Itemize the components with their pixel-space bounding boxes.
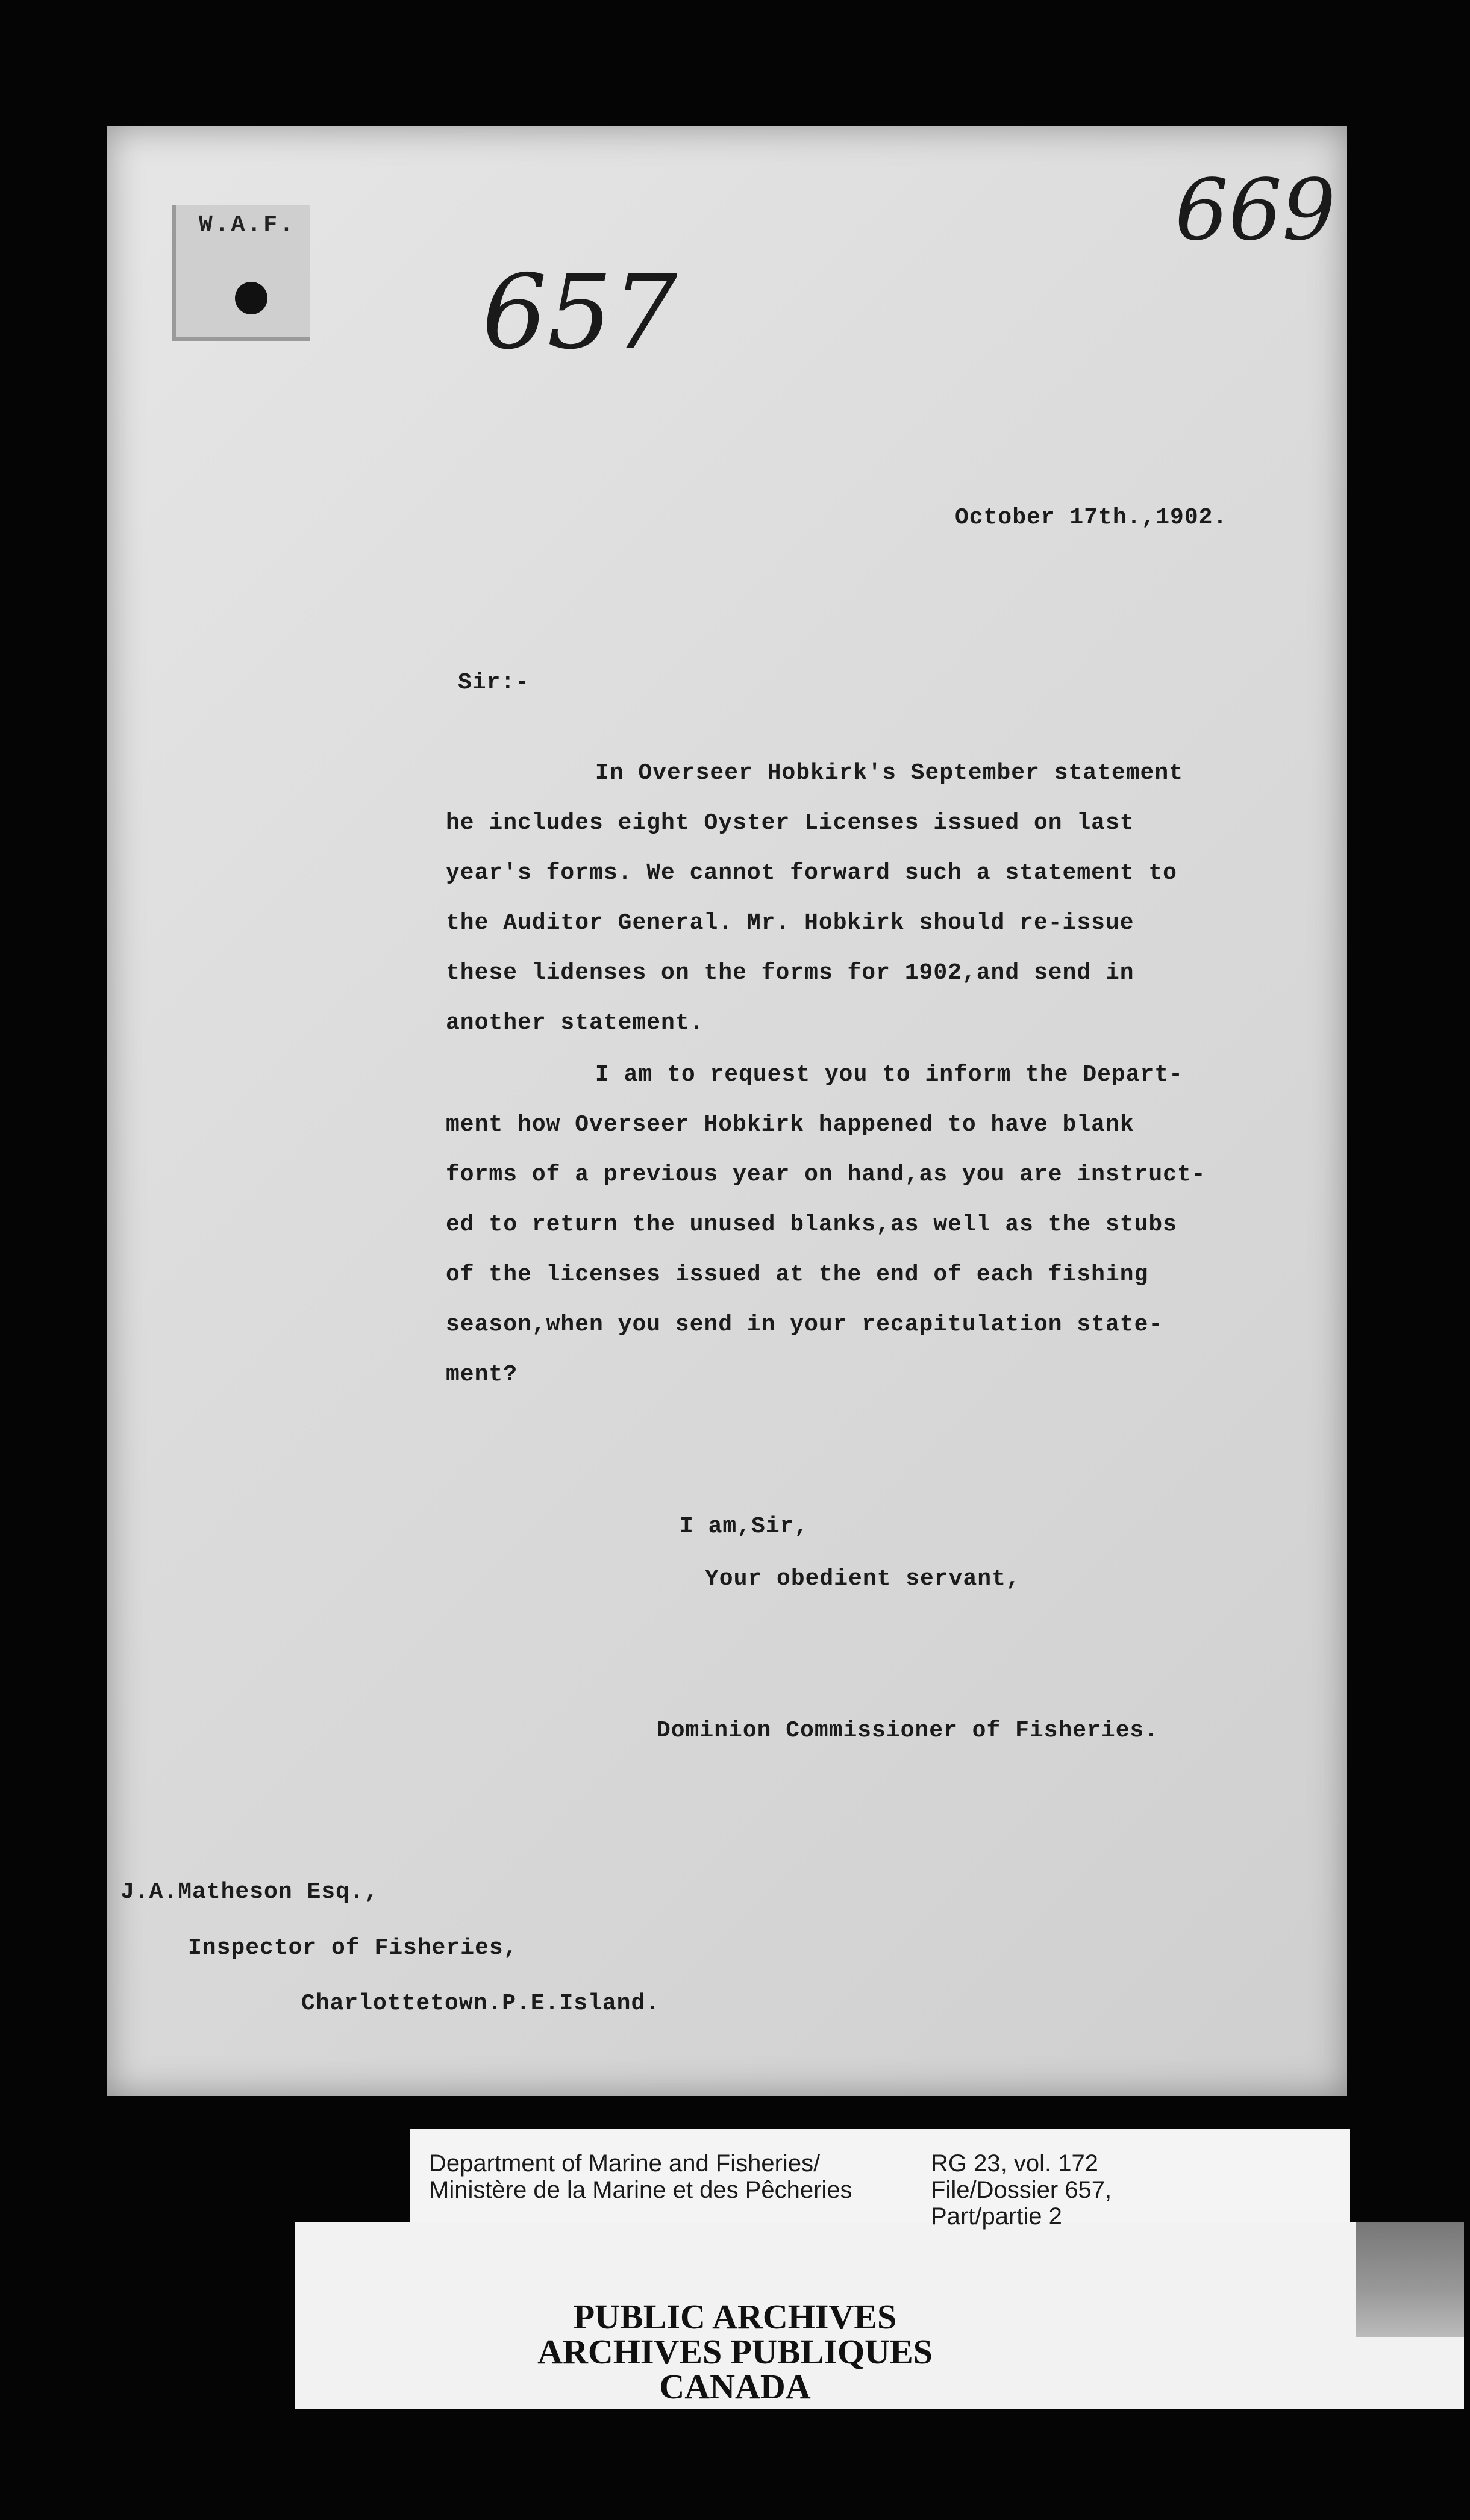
body-line: In Overseer Hobkirk's September statement xyxy=(595,760,1183,786)
department-english: Department of Marine and Fisheries/ xyxy=(429,2150,821,2177)
reference-record-group: RG 23, vol. 172 xyxy=(931,2150,1098,2177)
closing-line: Your obedient servant, xyxy=(705,1566,1021,1592)
body-line: the Auditor General. Mr. Hobkirk should re-issue xyxy=(446,910,1134,936)
closing-line: I am,Sir, xyxy=(680,1514,809,1539)
body-line: I am to request you to inform the Depart- xyxy=(595,1062,1183,1088)
reference-part: Part/partie 2 xyxy=(931,2203,1062,2230)
stamp-public-archives: PUBLIC ARCHIVES xyxy=(573,2297,897,2336)
body-line: he includes eight Oyster Licenses issued on last xyxy=(446,810,1134,836)
handwritten-page-number: 669 xyxy=(1175,161,1336,260)
body-line: of the licenses issued at the end of each fishing xyxy=(446,1262,1149,1288)
body-line: these lidenses on the forms for 1902,and send in xyxy=(446,960,1134,986)
handwritten-file-number: 657 xyxy=(482,253,678,372)
typist-initials: W.A.F. xyxy=(199,212,296,238)
body-line: ed to return the unused blanks,as well as the stubs xyxy=(446,1212,1177,1238)
salutation: Sir:- xyxy=(458,670,530,696)
signature-title: Dominion Commissioner of Fisheries. xyxy=(657,1718,1159,1744)
addressee-title: Inspector of Fisheries, xyxy=(188,1935,518,1961)
letter-date: October 17th.,1902. xyxy=(955,505,1228,531)
body-line: year's forms. We cannot forward such a statement to xyxy=(446,860,1177,886)
body-line: ment? xyxy=(446,1362,518,1388)
addressee-place: Charlottetown.P.E.Island. xyxy=(301,1991,660,2016)
body-line: another statement. xyxy=(446,1010,704,1036)
stamp-canada: CANADA xyxy=(659,2367,811,2406)
body-line: ment how Overseer Hobkirk happened to have blank xyxy=(446,1112,1134,1138)
department-french: Ministère de la Marine et des Pêcheries xyxy=(429,2177,852,2203)
body-line: season,when you send in your recapitulation state- xyxy=(446,1312,1163,1338)
addressee-name: J.A.Matheson Esq., xyxy=(120,1879,379,1905)
letter-page xyxy=(107,126,1347,2096)
stamp-archives-publiques: ARCHIVES PUBLIQUES xyxy=(537,2332,933,2371)
reference-file: File/Dossier 657, xyxy=(931,2177,1112,2203)
body-line: forms of a previous year on hand,as you are instruct- xyxy=(446,1162,1206,1188)
